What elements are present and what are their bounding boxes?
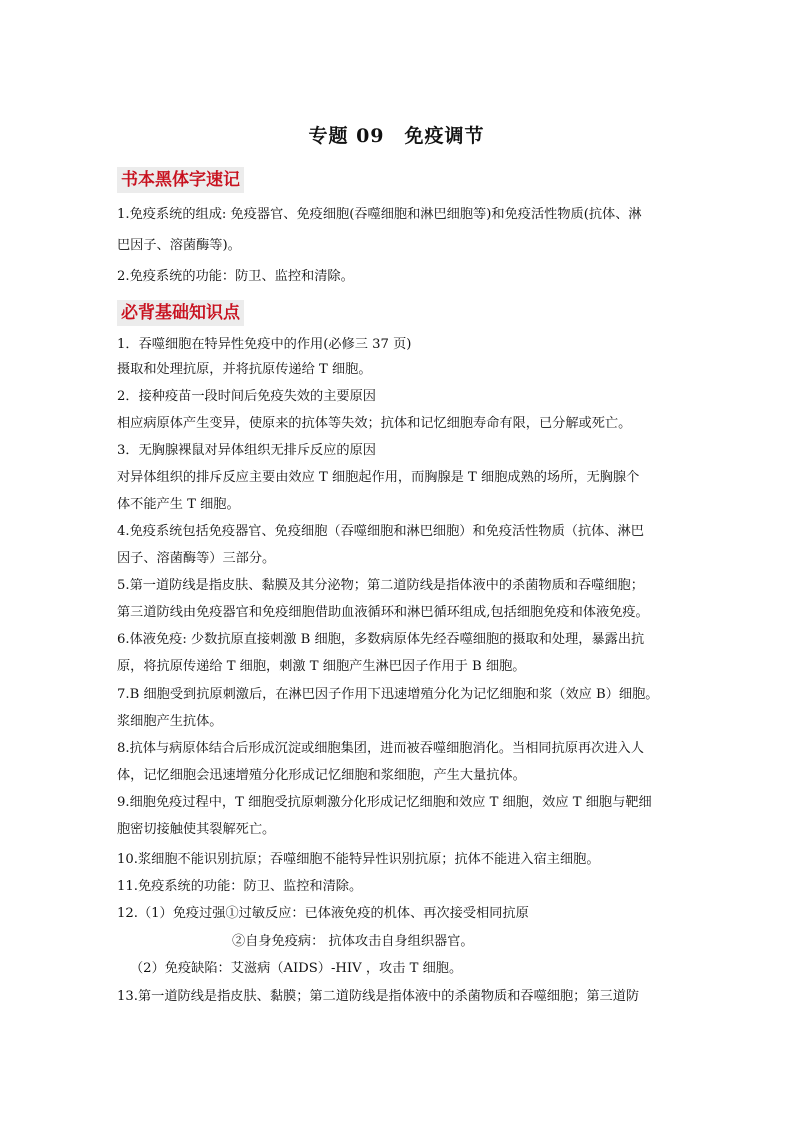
- text-line: 原，将抗原传递给 T 细胞，刺激 T 细胞产生淋巴因子作用于 B 细胞。: [117, 659, 526, 674]
- text-line: 浆细胞产生抗体。: [117, 714, 223, 729]
- text-line: 第三道防线由免疫器官和免疫细胞借助血液循环和淋巴循环组成,包括细胞免疫和体液免疫。: [117, 605, 649, 620]
- text-line-indented: （2）免疫缺陷：艾滋病（AIDS）-HIV ，攻击 T 细胞。: [130, 961, 463, 976]
- text-line: 6.体液免疫: 少数抗原直接刺激 B 细胞，多数病原体先经吞噬细胞的摄取和处理，暴露出抗: [117, 632, 645, 647]
- text-line: 5.第一道防线是指皮肤、黏膜及其分泌物；第二道防线是指体液中的杀菌物质和吞噬细胞；: [117, 578, 644, 593]
- text-line: 8.抗体与病原体结合后形成沉淀或细胞集团，进而被吞噬细胞消化。当相同抗原再次进入人: [117, 741, 644, 756]
- text-line: 因子、溶菌酶等）三部分。: [117, 551, 276, 566]
- text-line: 1.免疫系统的组成: 免疫器官、免疫细胞(吞噬细胞和淋巴细胞等)和免疫活性物质(抗体、淋: [117, 207, 642, 222]
- text-line: 1．吞噬细胞在特异性免疫中的作用(必修三 37 页): [117, 337, 412, 352]
- text-line: 2．接种疫苗一段时间后免疫失效的主要原因: [117, 389, 376, 404]
- text-line-indented: ②自身免疫病： 抗体攻击自身组织器官。: [232, 934, 474, 949]
- text-line: 2.免疫系统的功能：防卫、监控和清除。: [117, 269, 354, 284]
- text-line: 胞密切接触使其裂解死亡。: [117, 822, 276, 837]
- text-line: 对异体组织的排斥反应主要由效应 T 细胞起作用，而胸腺是 T 细胞成熟的场所，无胸腺个: [117, 470, 640, 485]
- text-line: 体不能产生 T 细胞。: [117, 497, 240, 512]
- page-title: 专题 09 免疫调节: [308, 125, 485, 147]
- text-line: 摄取和处理抗原，并将抗原传递给 T 细胞。: [117, 362, 372, 377]
- text-line: 3．无胸腺裸鼠对异体组织无排斥反应的原因: [117, 443, 376, 458]
- text-line: 10.浆细胞不能识别抗原；吞噬细胞不能特异性识别抗原；抗体不能进入宿主细胞。: [117, 852, 600, 867]
- text-line: 7.B 细胞受到抗原刺激后，在淋巴因子作用下迅速增殖分化为记忆细胞和浆（效应 B）细胞。: [117, 687, 659, 702]
- text-line: 13.第一道防线是指皮肤、黏膜；第二道防线是指体液中的杀菌物质和吞噬细胞；第三道防: [117, 989, 640, 1004]
- text-line: 9.细胞免疫过程中，T 细胞受抗原刺激分化形成记忆细胞和效应 T 细胞，效应 T 细胞与靶细: [117, 795, 652, 810]
- section-heading-basics: 必背基础知识点: [117, 300, 244, 326]
- text-line: 12.（1）免疫过强①过敏反应：已体液免疫的机体、再次接受相同抗原: [117, 906, 529, 921]
- text-line: 11.免疫系统的功能：防卫、监控和清除。: [117, 879, 363, 894]
- text-line: 巴因子、溶菌酶等)。: [117, 238, 241, 253]
- text-line: 4.免疫系统包括免疫器官、免疫细胞（吞噬细胞和淋巴细胞）和免疫活性物质（抗体、淋巴: [117, 524, 644, 539]
- section-heading-textbook: 书本黑体字速记: [117, 167, 244, 193]
- text-line: 相应病原体产生变异，使原来的抗体等失效；抗体和记忆细胞寿命有限，已分解或死亡。: [117, 416, 632, 431]
- text-line: 体，记忆细胞会迅速增殖分化形成记忆细胞和浆细胞，产生大量抗体。: [117, 768, 526, 783]
